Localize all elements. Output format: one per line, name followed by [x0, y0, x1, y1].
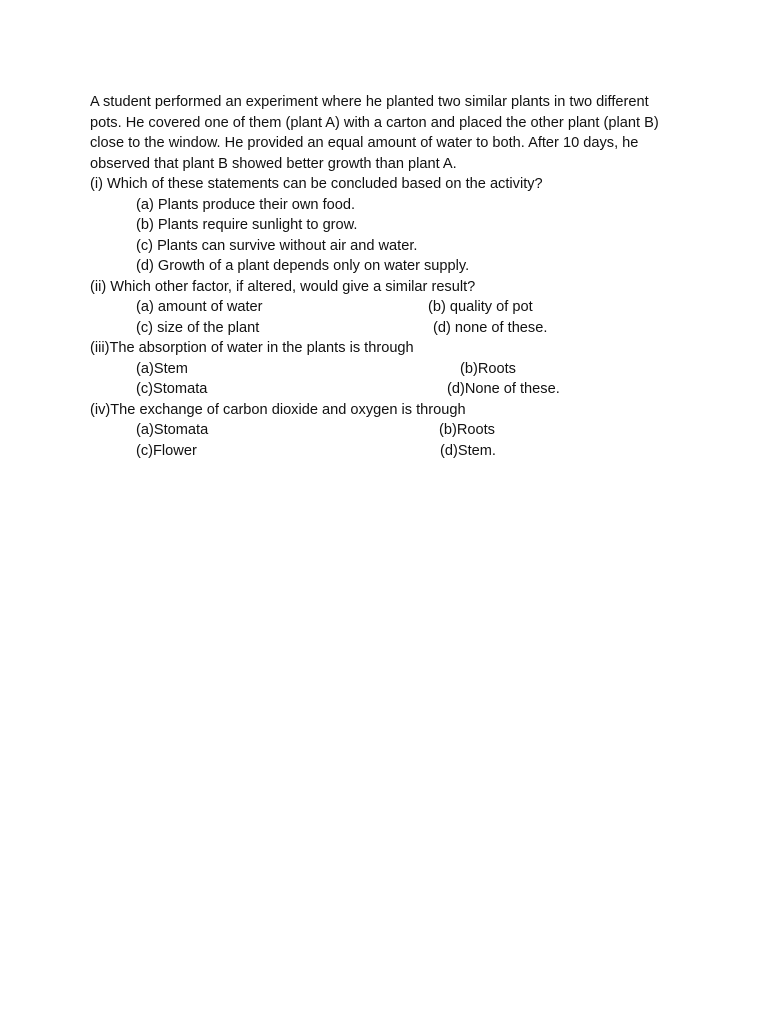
- question-3: (iii)The absorption of water in the plants is through: [90, 340, 414, 356]
- option-4d: (d)Stem.: [440, 442, 496, 459]
- option-row: [90, 420, 690, 441]
- option-row: [90, 379, 690, 400]
- option-4b: (b)Roots: [439, 422, 495, 438]
- option-row: [90, 441, 690, 462]
- option-3a: (a)Stem: [136, 360, 188, 377]
- option-4a: (a)Stomata: [136, 422, 209, 438]
- option-2c: (c) size of the plant: [136, 319, 260, 336]
- option-row: [90, 318, 690, 339]
- option-1a: (a) Plants produce their own food.: [136, 196, 356, 213]
- passage-line: close to the window. He provided an equal amount of water to both. After 10 days, he: [90, 135, 639, 151]
- option-2d: (d) none of these.: [433, 319, 548, 336]
- option-1c: (c) Plants can survive without air and water.: [136, 237, 418, 254]
- option-1b: (b) Plants require sunlight to grow.: [136, 217, 358, 233]
- option-4c: (c)Flower: [136, 442, 197, 459]
- option-1d: (d) Growth of a plant depends only on water supply.: [136, 258, 470, 274]
- question-3-options: [90, 359, 690, 400]
- question-2-options: [90, 297, 690, 338]
- question-1: (i) Which of these statements can be concluded based on the activity?: [90, 176, 543, 192]
- passage: [90, 92, 690, 174]
- question-4-options: [90, 420, 690, 461]
- question-1-options: [90, 195, 690, 277]
- worksheet-page: [90, 92, 690, 461]
- passage-line: A student performed an experiment where he planted two similar plants in two different: [90, 94, 649, 110]
- question-2: (ii) Which other factor, if altered, would give a similar result?: [90, 278, 476, 295]
- option-3c: (c)Stomata: [136, 381, 208, 397]
- question-4: (iv)The exchange of carbon dioxide and oxygen is through: [90, 401, 466, 418]
- option-3b: (b)Roots: [460, 360, 516, 377]
- option-3d: (d)None of these.: [447, 381, 560, 397]
- option-2b: (b) quality of pot: [428, 299, 533, 315]
- passage-line: observed that plant B showed better growth than plant A.: [90, 155, 457, 172]
- option-row: [90, 297, 690, 318]
- option-2a: (a) amount of water: [136, 299, 263, 315]
- passage-line: pots. He covered one of them (plant A) with a carton and placed the other plant (plant B): [90, 114, 659, 131]
- option-row: [90, 359, 690, 380]
